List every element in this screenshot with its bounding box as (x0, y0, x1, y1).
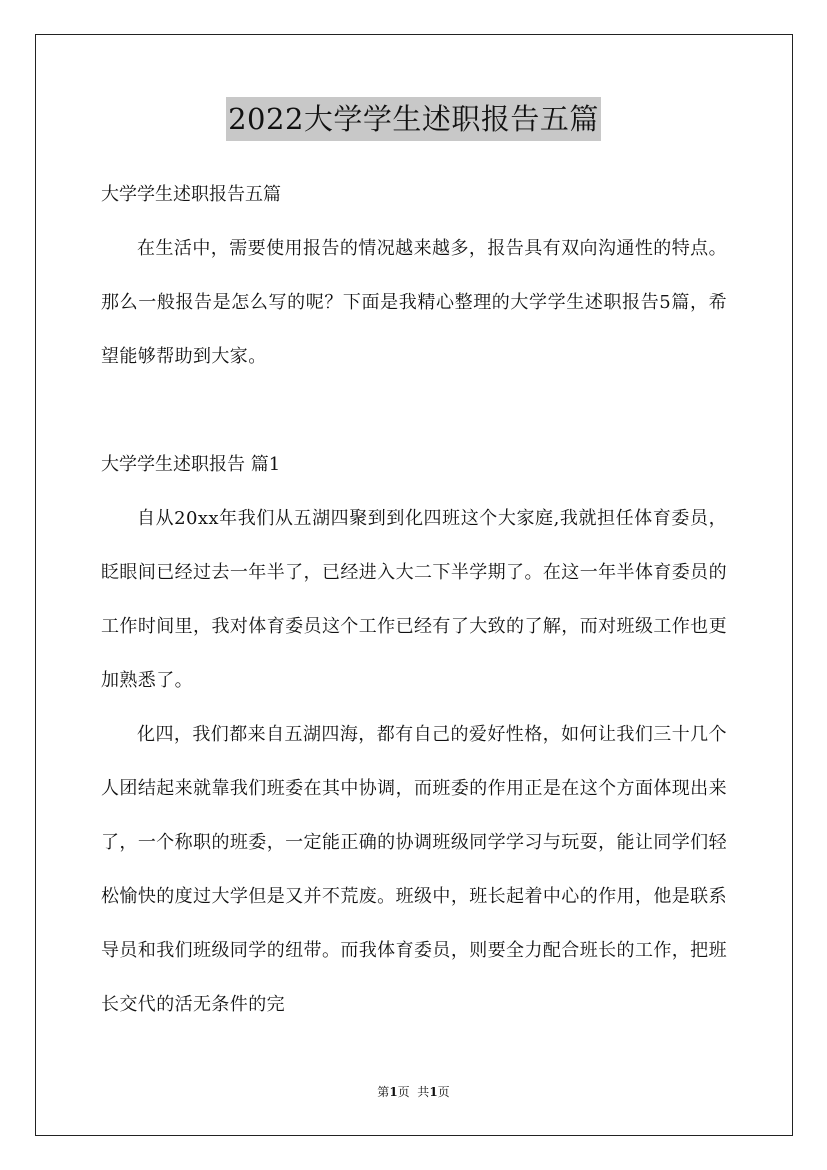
footer-page-number: 1 (389, 1085, 398, 1099)
footer-page-prefix: 第 (377, 1085, 390, 1099)
footer-page-suffix: 页 (437, 1085, 450, 1099)
body-paragraph-2: 化四，我们都来自五湖四海，都有自己的爱好性格，如何让我们三十几个人团结起来就靠我们班委在其中协调，而班委的作用正是在这个方面体现出来了，一个称职的班委，一定能正确的协调班级同学学习与玩耍，能让同学们轻松愉快的度过大学但是又并不荒废。班级中，班长起着中心的作用，他是联系导员和我们班级同学的纽带。而我体育委员，则要全力配合班长的工作，把班长交代的活无条件的完 (101, 724, 727, 1015)
intro-paragraph: 在生活中，需要使用报告的情况越来越多，报告具有双向沟通性的特点。那么一般报告是怎么写的呢？下面是我精心整理的大学学生述职报告5篇，希望能够帮助到大家。 (101, 238, 727, 367)
document-title: 2022大学学生述职报告五篇 (226, 97, 601, 141)
body-paragraph-1: 自从20xx年我们从五湖四聚到到化四班这个大家庭,我就担任体育委员，眨眼间已经过去一年半了，已经进入大二下半学期了。在这一年半体育委员的工作时间里，我对体育委员这个工作已经有了大致的了解，而对班级工作也更加熟悉了。 (101, 508, 727, 691)
section-heading: 大学学生述职报告 篇1 (101, 454, 281, 475)
document-body (101, 168, 727, 1032)
footer-page-mid: 页 共 (397, 1085, 430, 1099)
document-subtitle: 大学学生述职报告五篇 (101, 184, 281, 205)
title-container (0, 97, 827, 141)
footer-page-total: 1 (429, 1085, 438, 1099)
page-footer (0, 1082, 827, 1102)
